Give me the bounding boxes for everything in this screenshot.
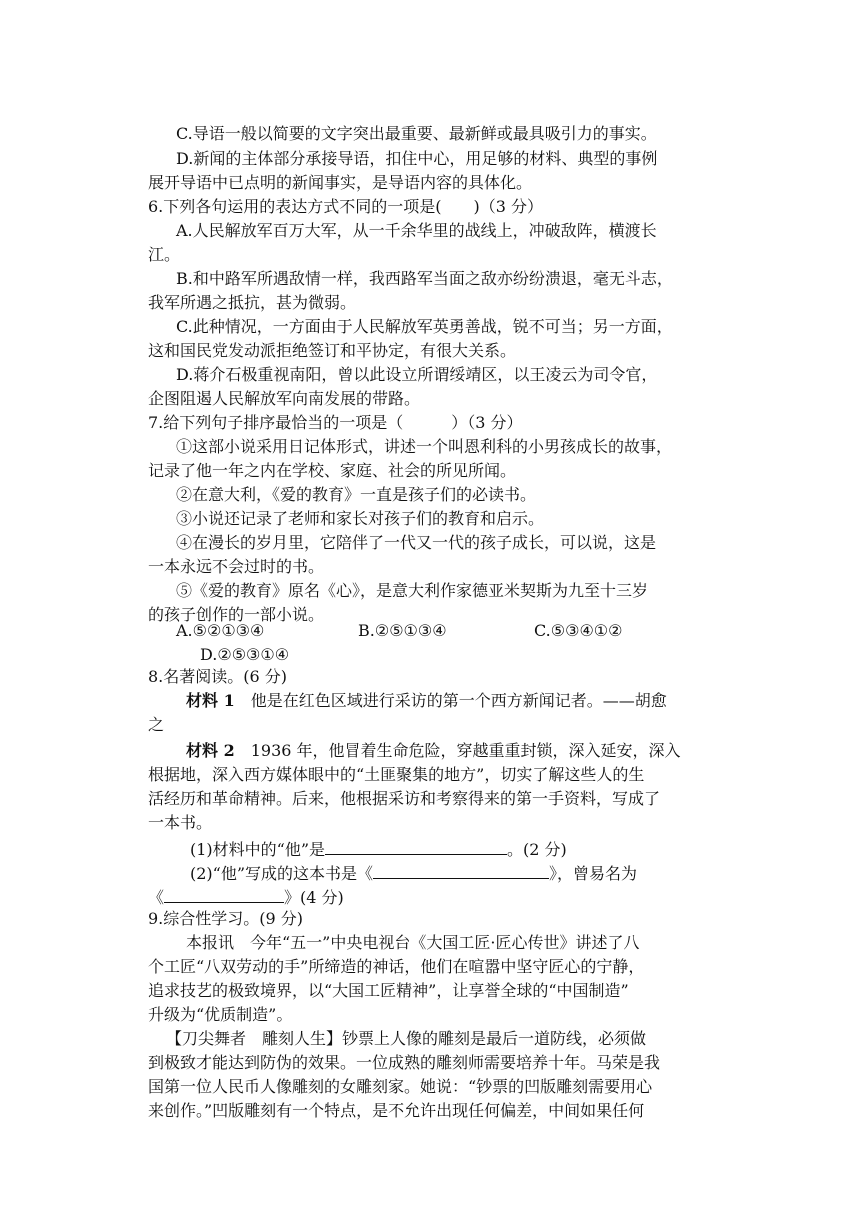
q7-sentence-5-line1: ⑤《爱的教育》原名《心》，是意大利作家德亚米契斯为九至十三岁 [176,581,649,600]
q8-sub1-answer-blank[interactable] [325,836,507,855]
q9-paragraph-2-line1: 【刀尖舞者 雕刻人生】钞票上人像的雕刻是最后一道防线，必须做 [166,1029,647,1048]
q8-material-1-label: 材料 1 [186,691,235,710]
q6-stem: 6.下列各句运用的表达方式不同的一项是( )（3 分） [148,197,544,216]
q8-sub2-line2-prefix: 《 [148,888,165,907]
q8-subquestion-2 [190,860,637,882]
q9-stem: 9.综合性学习。(9 分) [148,909,304,928]
q8-material-2-line1 [186,740,681,762]
q8-sub1-suffix: 。(2 分) [507,840,567,859]
q5-option-c: C.导语一般以简要的文字突出最重要、最新鲜或最具吸引力的事实。 [176,124,657,143]
q6-option-d-line1: D.蒋介石极重视南阳，曾以此设立所谓绥靖区，以王凌云为司令官， [176,365,658,384]
q7-option-a: A.⑤②①③④ [176,621,265,640]
q8-stem: 8.名著阅读。(6 分) [148,667,288,686]
q6-option-a-line1: A.人民解放军百万大军，从一千余华里的战线上，冲破敌阵，横渡长 [176,221,657,240]
q8-material-1-line2: 之 [148,715,165,734]
q8-material-1-line1 [186,690,667,712]
q8-sub2-prefix: (2)“他”写成的这本书是《 [190,864,374,883]
q8-sub2-answer-blank-1[interactable] [373,860,549,879]
q8-material-2-line4: 一本书。 [148,813,213,832]
q8-material-2-line3: 活经历和革命精神。后来，他根据采访和考察得来的第一手资料，写成了 [148,789,661,808]
q8-sub1-prefix: (1)材料中的“他”是 [190,840,326,859]
q6-option-c-line2: 这和国民党发动派拒绝签订和平协定，有很大关系。 [148,341,517,360]
q8-subquestion-2-line2 [148,884,344,906]
q7-option-b: B.②⑤①③④ [358,621,447,640]
q9-paragraph-2-line2: 到极致才能达到防伪的效果。一位成熟的雕刻师需要培养十年。马荣是我 [148,1053,661,1072]
q6-option-a-line2: 江。 [148,245,181,264]
q9-paragraph-2-line4: 来创作。”凹版雕刻有一个特点，是不允许出现任何偏差，中间如果任何 [148,1101,645,1120]
q7-sentence-2: ②在意大利，《爱的教育》一直是孩子们的必读书。 [176,485,537,504]
q6-option-c-line1: C.此种情况，一方面由于人民解放军英勇善战，锐不可当；另一方面， [176,317,673,336]
q6-option-d-line2: 企图阻遏人民解放军向南发展的带路。 [148,389,421,408]
q7-option-d: D.②⑤③①④ [200,645,290,664]
q8-material-2-line2: 根据地，深入西方媒体眼中的“土匪聚集的地方”，切实了解这些人的生 [148,765,645,784]
q7-sentence-4-line2: 一本永远不会过时的书。 [148,557,325,576]
q8-material-2-label: 材料 2 [186,741,235,760]
q7-sentence-4-line1: ④在漫长的岁月里，它陪伴了一代又一代的孩子成长，可以说，这是 [176,533,657,552]
q5-option-d-line1: D.新闻的主体部分承接导语，扣住中心，用足够的材料、典型的事例 [176,149,658,168]
q8-sub2-answer-blank-2[interactable] [164,884,284,903]
q8-material-2-text: 1936 年，他冒着生命危险，穿越重重封锁，深入延安，深入 [250,741,681,760]
q7-sentence-3: ③小说还记录了老师和家长对孩子们的教育和启示。 [176,509,545,528]
q9-paragraph-1-line4: 升级为“优质制造”。 [148,1005,293,1024]
q8-subquestion-1 [190,836,567,858]
q7-sentence-1-line2: 记录了他一年之内在学校、家庭、社会的所见所闻。 [148,461,517,480]
q8-sub2-mid: 》，曾易名为 [549,864,638,883]
q9-paragraph-1-line2: 个工匠“八双劳动的手”所缔造的神话，他们在喧嚣中坚守匠心的宁静， [148,957,645,976]
q6-option-b-line2: 我军所遇之抵抗，甚为微弱。 [148,293,357,312]
q8-sub2-line2-suffix: 》(4 分) [284,888,344,907]
q9-paragraph-1-line3: 追求技艺的极致境界，以“大国工匠精神”，让享誉全球的“中国制造” [148,981,629,1000]
q8-material-1-text: 他是在红色区域进行采访的第一个西方新闻记者。——胡愈 [250,691,667,710]
q7-sentence-1-line1: ①这部小说采用日记体形式，讲述一个叫恩利科的小男孩成长的故事， [176,437,673,456]
q6-option-b-line1: B.和中路军所遇敌情一样，我西路军当面之敌亦纷纷溃退，毫无斗志， [176,269,673,288]
q7-stem: 7.给下列句子排序最恰当的一项是（ ）（3 分） [148,413,523,432]
q5-option-d-line2: 展开导语中已点明的新闻事实，是导语内容的具体化。 [148,173,533,192]
q9-paragraph-2-line3: 国第一位人民币人像雕刻的女雕刻家。她说：“钞票的凹版雕刻需要用心 [148,1077,653,1096]
q7-option-c: C.⑤③④①② [534,621,623,640]
q7-sentence-5-line2: 的孩子创作的一部小说。 [148,605,325,624]
q9-paragraph-1-line1: 本报讯 今年“五一”中央电视台《大国工匠·匠心传世》讲述了八 [186,933,640,952]
